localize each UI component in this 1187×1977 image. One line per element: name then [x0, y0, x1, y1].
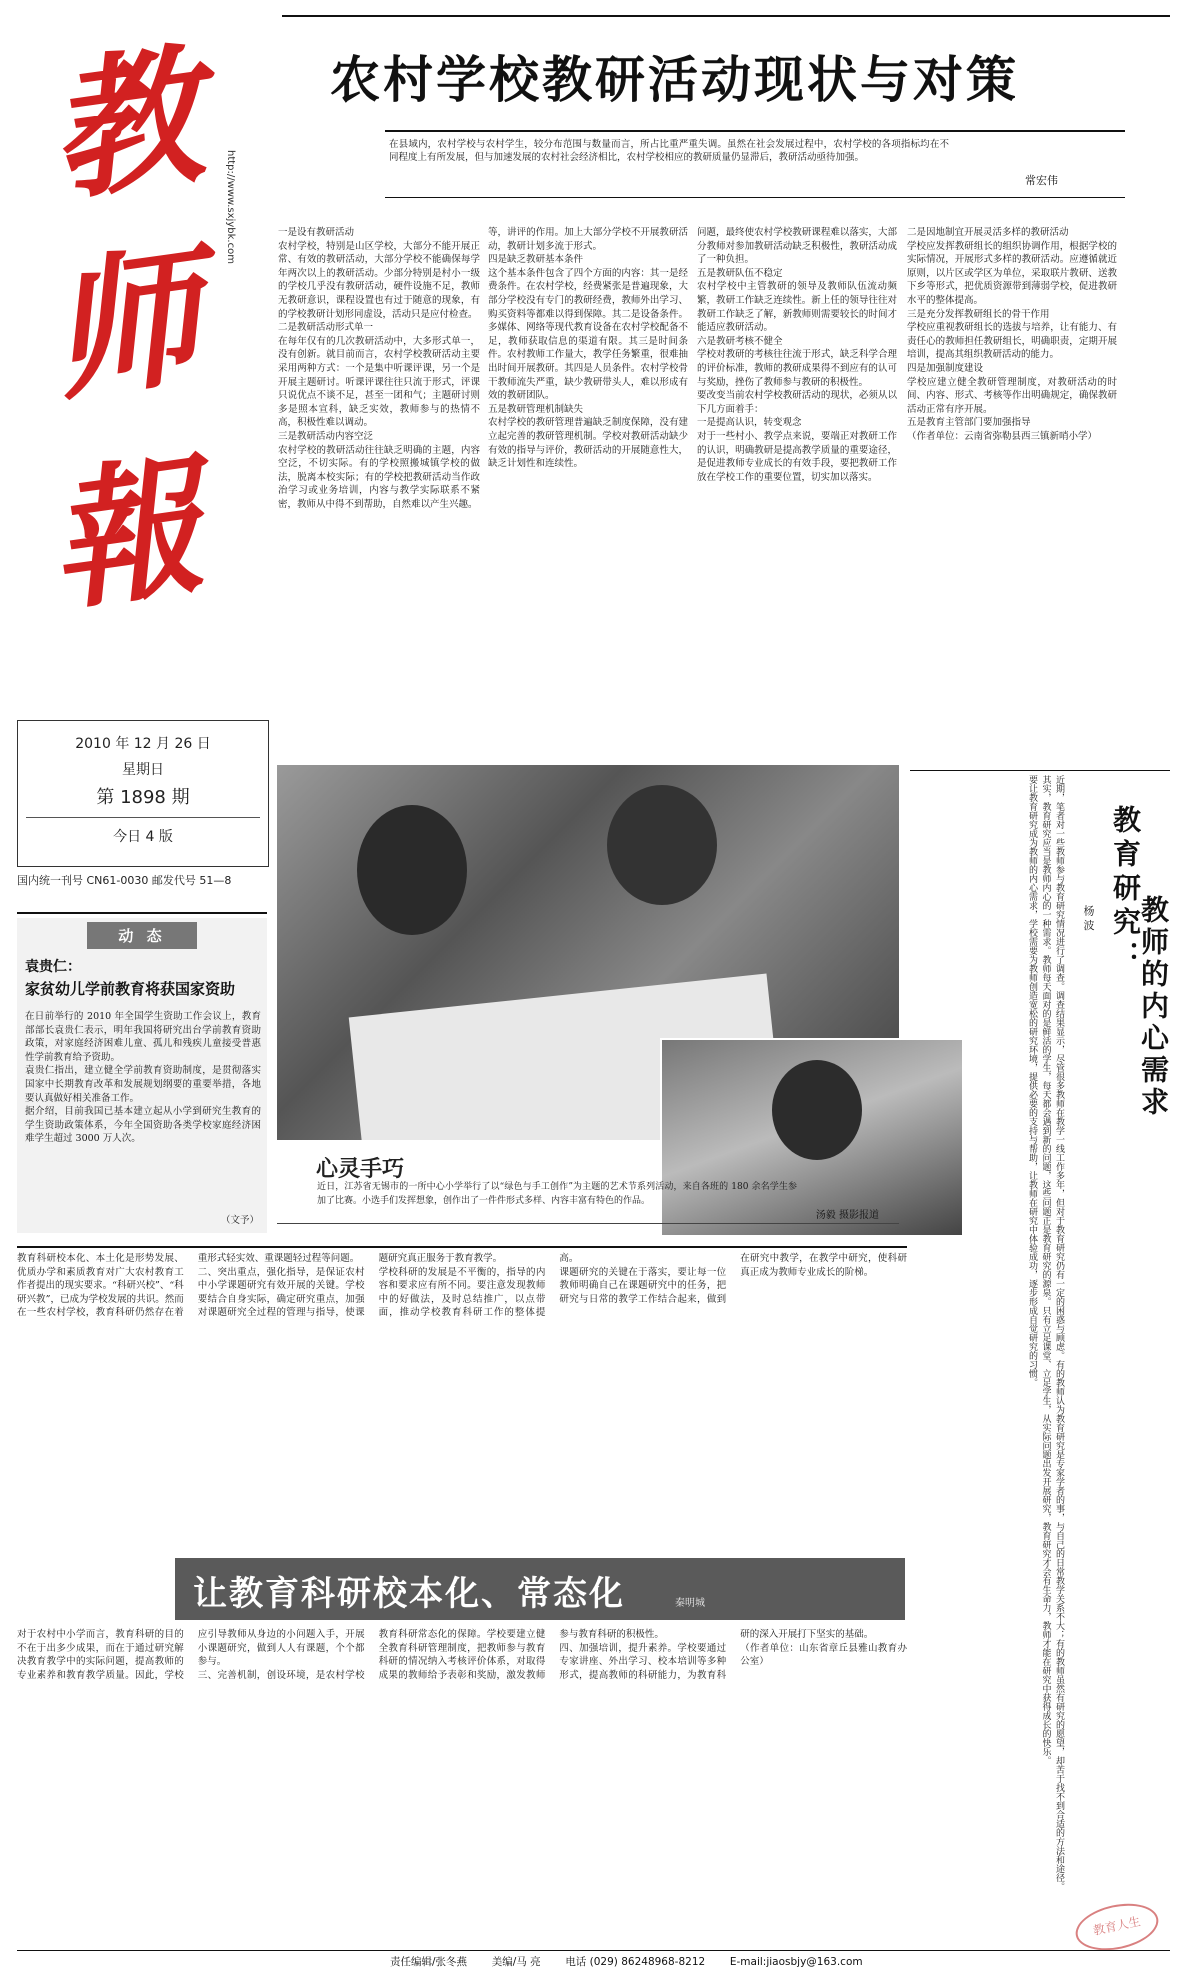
- bottom-article-author: 秦明城: [675, 1598, 705, 1609]
- lead-column-3: 问题，最终使农村学校教研课程难以落实，大部分教师对参加教研活动缺乏积极性，教研活动成了一种负担。 五是教研队伍不稳定 农村学校中主管教研的领导及教师队伍流动频繁，教研工作缺乏连续性。新上任的领导往往对教研工作缺乏了解，新教师则需要较长的时间才能适应教研活动。 六是教研考核不健全 学校对教研的考核往往流于形式，缺乏科学合理的评价标准，教师的教研成果得不到应有的认可与奖励，挫伤了教师参与教研的积极性。 要改变当前农村学校教研活动的现状，必须从以下几方面着手： 一是提高认识，转变观念 对于一些村小、教学点来说，要端正对教研工作的认识，明确教研是提高教学质量的重要途径，是促进教师专业成长的有效手段，要把教研工作放在学校工作的重要位置，切实加以落实。: [697, 227, 897, 483]
- lead-column-1: 一是设有教研活动 农村学校，特别是山区学校，大部分不能开展正常、有效的教研活动，大部分学校不能确保每学年两次以上的教研活动。少部分特别是村小一级的学校几乎没有教研活动，硬件设施不足，教师无教研意识，课程设置也有过于随意的现象，有的学校教研计划形同虚设，活动只是应付检查。 二是教研活动形式单一 在每年仅有的几次教研活动中，大多形式单一，没有创新。就目前而言，农村学校教研活动主要采用两种方式：一个是集中听课评课，另一个是开展主题研讨。听课评课往往只流于形式，评课只说优点不谈不足，甚至一团和气；主题研讨则多是照本宣科，缺乏实效，教师参与的热情不高，积极性难以调动。 三是教研活动内容空泛 农村学校的教研活动往往缺乏明确的主题，内容空泛，不切实际。有的学校照搬城镇学校的做法，脱离本校实际；有的学校把教研活动当作政治学习或业务培训，内容与教学实际联系不紧密，教师从中得不到帮助，自然难以产生兴趣。: [278, 227, 480, 510]
- registration-number: 国内统一刊号 CN61-0030 邮发代号 51—8: [17, 874, 232, 887]
- column-article: [915, 775, 1173, 1965]
- column-author: 杨 波: [1082, 905, 1095, 931]
- column-title-1: 教育研究：: [1109, 805, 1142, 975]
- masthead-char-2: 师: [38, 227, 212, 423]
- issue-info-box: [17, 720, 269, 867]
- lead-column-4: 二是因地制宜开展灵活多样的教研活动 学校应发挥教研组长的组织协调作用，根据学校的实际情况，开展形式多样的教研活动。应遵循就近原则，以片区或学区为单位，采取联片教研、送教下乡等形式，把优质资源带到薄弱学校，促进教研水平的整体提高。 三是充分发挥教研组长的骨干作用 学校应重视教研组长的选拔与培养，让有能力、有责任心的教师担任教研组长，明确职责，定期开展培训，提高其组织教研活动的能力。 四是加强制度建设 学校应建立健全教研管理制度，对教研活动的时间、内容、形式、考核等作出明确规定，确保教研活动正常有序开展。 五是教育主管部门要加强指导 （作者单位：云南省弥勒县西三镇新哨小学）: [907, 227, 1117, 442]
- bottom-article-title: 让教育科研校本化、常态化: [193, 1574, 625, 1614]
- photo-credit: 汤毅 摄影报道: [815, 1210, 879, 1221]
- masthead-url: http://www.sxjybk.com: [225, 150, 236, 264]
- bottom-article-title-band: [175, 1558, 905, 1620]
- issue-number: 第 1898 期: [96, 787, 190, 808]
- news-box: [17, 918, 267, 1233]
- lead-summary-box: [385, 130, 1125, 198]
- column-title-2: 教师的内心需求: [1137, 895, 1170, 1119]
- footer: [390, 1954, 1090, 1970]
- news-headline: 家贫幼儿学前教育将获国家资助: [25, 980, 236, 998]
- lead-column-2: 等，讲评的作用。加上大部分学校不开展教研活动，教研计划多流于形式。 四是缺乏教研基本条件 这个基本条件包含了四个方面的内容：其一是经费条件。在农村学校，经费紧张是普遍现象，大部分学校没有专门的教研经费，教师外出学习、购买资料等都难以得到保障。其二是设备条件。多媒体、网络等现代教育设备在农村学校配备不足，教师获取信息的渠道有限。其三是时间条件。农村教师工作量大，教学任务繁重，很难抽出时间开展教研。其四是人员条件。农村学校骨干教师流失严重，缺少教研带头人，难以形成有效的教研团队。 五是教研管理机制缺失 农村学校的教研管理普遍缺乏制度保障，没有建立起完善的教研管理机制。学校对教研活动缺少有效的指导与评价，教研活动的开展随意性大，缺乏计划性和连续性。: [488, 227, 688, 470]
- issue-pages: 今日 4 版: [113, 829, 173, 845]
- footer-layout: 美编/马 亮: [491, 1956, 541, 1968]
- photo-caption-box: [277, 1178, 899, 1224]
- photo-caption: 近日，江苏省无锡市的一所中心小学举行了以“绿色与手工创作”为主题的艺术节系列活动，来自各班的 180 余名学生参加了比赛。小选手们发挥想象，创作出了一件件形式多样、内容丰富有特色的作品。: [317, 1182, 797, 1206]
- lead-summary: 在县域内，农村学校与农村学生，较分布范围与数量而言，所占比重严重失调。虽然在社会发展过程中，农村学校的各项指标均在不同程度上有所发展，但与加速发展的农村社会经济相比，农村学校相应的教研质量仍显滞后，教研活动亟待加强。: [389, 139, 949, 163]
- issue-date: 2010 年 12 月 26 日: [75, 736, 211, 752]
- bottom-article-bottom-text: 对于农村中小学而言，教育科研的目的不在于出多少成果，而在于通过研究解决教育教学中的实际问题，提高教师的专业素养和教育教学质量。因此，学校应引导教师从身边的小问题入手，开展小课题研究，做到人人有课题，个个都参与。 三、完善机制，创设环境，是农村学校教育科研常态化的保障。学校要建立健全教育科研管理制度，把教师参与教育科研的情况纳入考核评价体系，对取得成果的教师给予表彰和奖励，激发教师参与教育科研的积极性。 四、加强培训，提升素养。学校要通过专家讲座、外出学习、校本培训等多种形式，提高教师的科研能力，为教育科研的深入开展打下坚实的基础。 （作者单位：山东省章丘县雅山教育办公室）: [17, 1629, 907, 1681]
- stamp-mark: 教育人生: [1071, 1897, 1162, 1958]
- news-section-label: 动 态: [87, 922, 197, 949]
- masthead-char-1: 教: [38, 27, 212, 223]
- news-source: （文予）: [220, 1215, 259, 1226]
- news-kicker: 袁贵仁：: [25, 959, 81, 975]
- footer-editor: 责任编辑/张冬燕: [390, 1956, 468, 1968]
- footer-email: E-mail:jiaosbjy@163.com: [729, 1956, 863, 1968]
- photo-child-2: [607, 785, 717, 905]
- lead-author: 常宏伟: [1025, 174, 1058, 187]
- issue-weekday: 星期日: [122, 762, 164, 778]
- column-body: 近期，笔者对一些教师参与教育研究情况进行了调查。调查结果显示，尽管很多教师在教学一线工作多年，但对于教育研究仍有一定的困惑与顾虑。有的教师认为教育研究是专家学者的事，与自己的日常教学关系不大；有的教师虽然有研究的愿望，却苦于找不到合适的方法和途径。 其实，教育研究应当是教师内心的一种需求。教师每天面对的是鲜活的学生，每天都会遇到新的问题，这些问题正是教育研究的源泉。只有立足课堂、立足学生，从实际问题出发开展研究，教育研究才会有生命力，教师才能在研究中获得成长的快乐。 要让教育研究成为教师的内心需求，学校需要为教师创造宽松的研究环境，提供必要的支持与帮助，让教师在研究中体验成功，逐步形成自觉研究的习惯。: [1027, 775, 1064, 1891]
- lead-article-title: 农村学校教研活动现状与对策: [330, 50, 1019, 109]
- masthead-char-3: 報: [38, 437, 212, 633]
- masthead-title: [38, 20, 212, 710]
- photo-caption-title: 心灵手巧: [310, 1152, 410, 1183]
- inset-photo-child: [772, 1060, 862, 1160]
- footer-phone: 电话 (029) 86248968-8212: [565, 1956, 706, 1968]
- news-body: 在日前举行的 2010 年全国学生资助工作会议上，教育部部长袁贵仁表示，明年我国将研究出台学前教育资助政策，对家庭经济困难儿童、孤儿和残疾儿童接受普惠性学前教育给予资助。 袁贵仁指出，建立健全学前教育资助制度，是贯彻落实国家中长期教育改革和发展规划纲要的重要举措，各地要认真做好相关准备工作。 据介绍，目前我国已基本建立起从小学到研究生教育的学生资助政策体系，今年全国资助各类学校家庭经济困难学生超过 3000 万人次。: [25, 1011, 261, 1145]
- bottom-article-top-text: 教育科研校本化、本土化是形势发展、优质办学和素质教育对广大农村教育工作者提出的现实要求。“科研兴校”、“科研兴教”，已成为学校发展的共识。然而在一些农村学校，教育科研仍然存在着重形式轻实效、重课题轻过程等问题。 二、突出重点，强化指导，是保证农村中小学课题研究有效开展的关键。学校要结合自身实际，确定研究重点，加强对课题研究全过程的管理与指导，使课题研究真正服务于教育教学。 学校科研的发展是不平衡的，指导的内容和要求应有所不同。要注意发现教师中的好做法，及时总结推广，以点带面，推动学校教育科研工作的整体提高。 课题研究的关键在于落实，要让每一位教师明确自己在课题研究中的任务，把研究与日常的教学工作结合起来，做到在研究中教学，在教学中研究，使科研真正成为教师专业成长的阶梯。: [17, 1253, 907, 1319]
- photo-child-1: [357, 805, 467, 935]
